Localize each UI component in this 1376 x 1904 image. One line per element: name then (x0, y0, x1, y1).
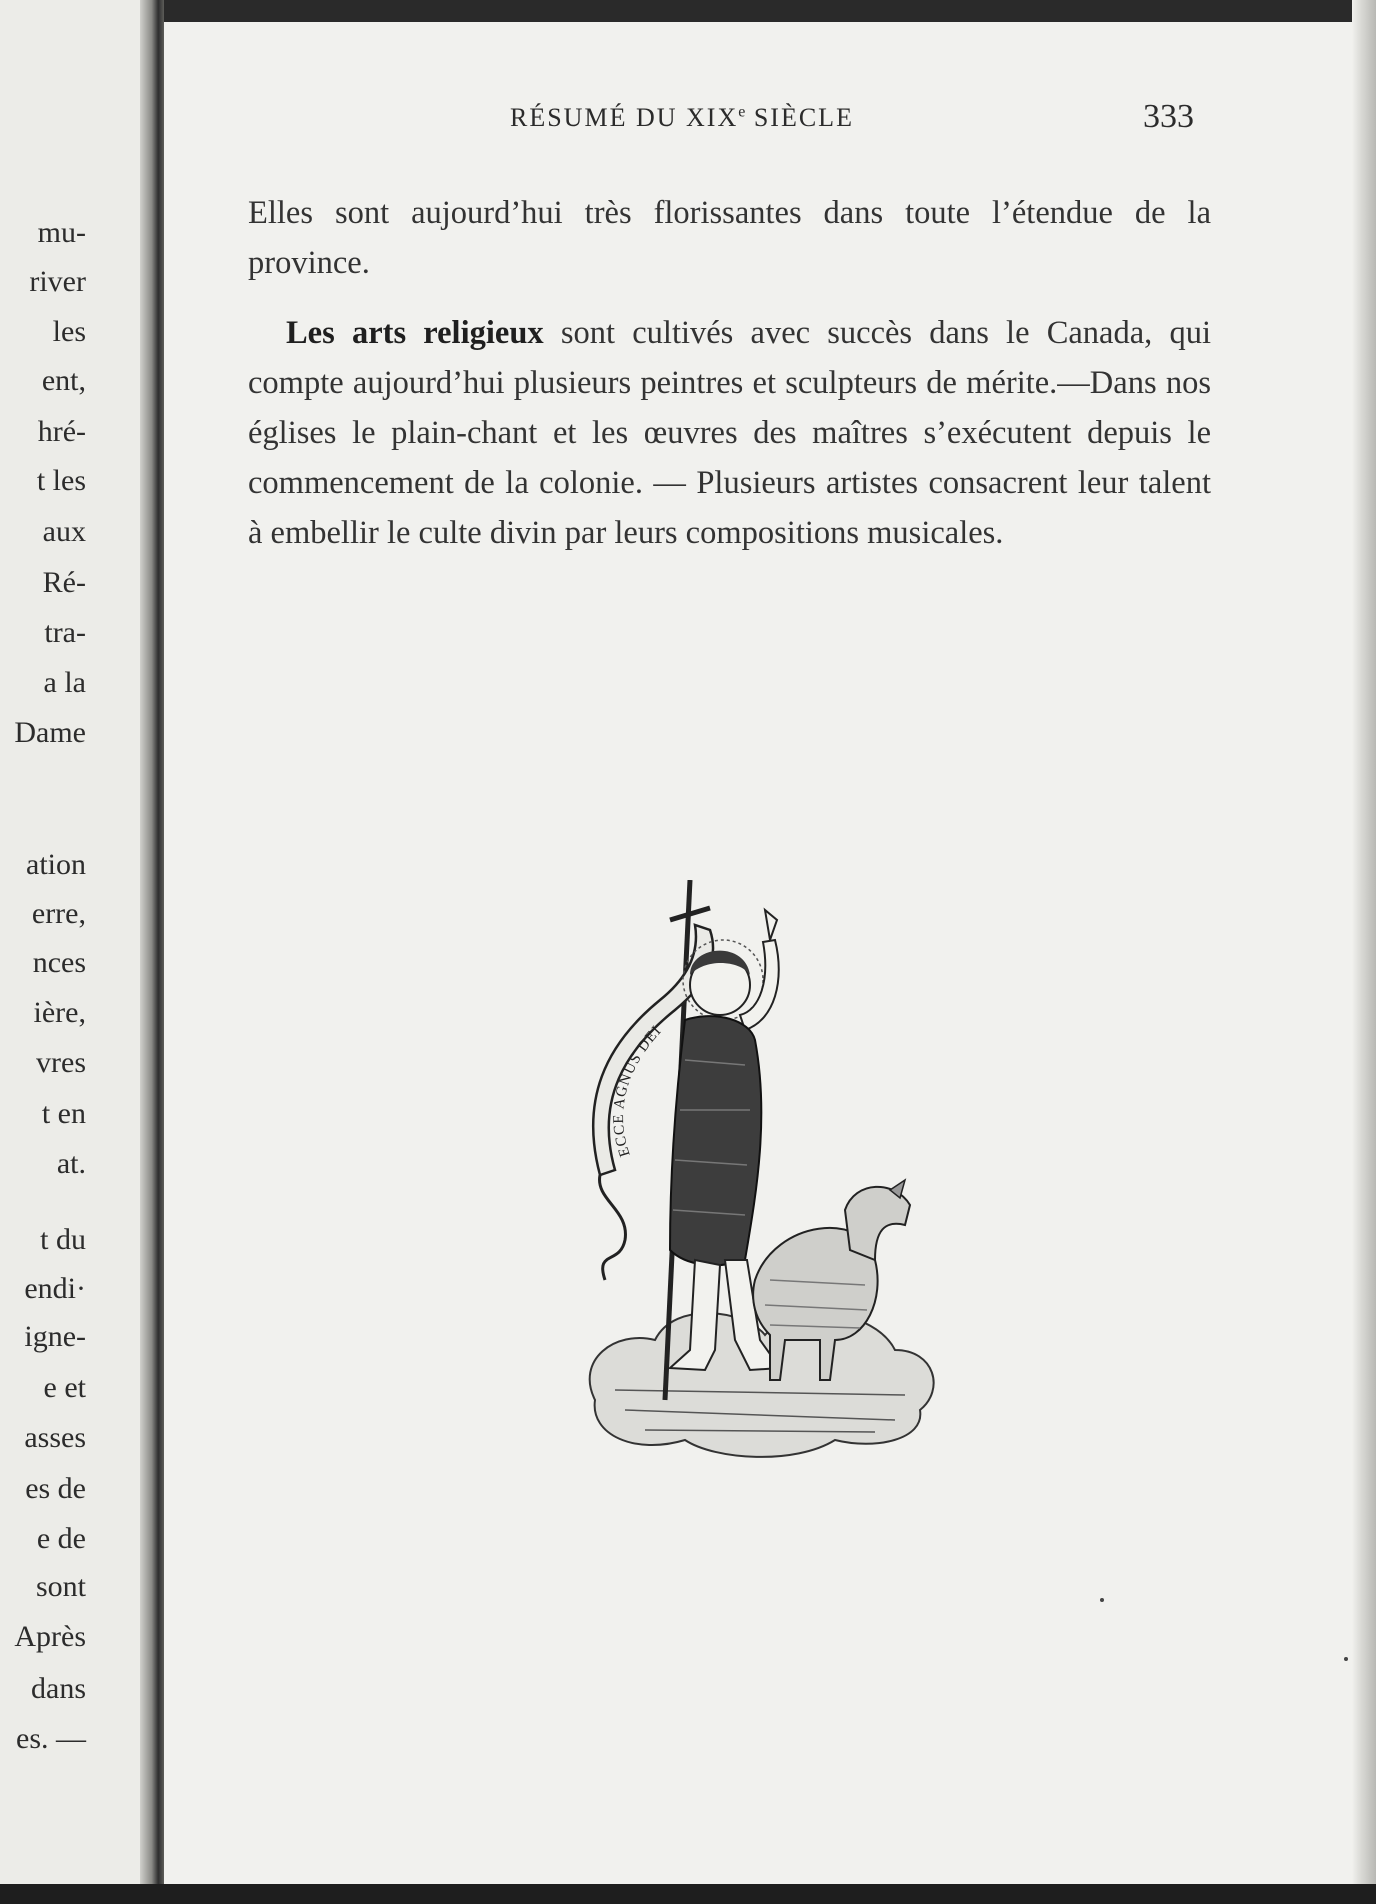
left-page-line: les (52, 315, 86, 348)
banner-inscription: ECCE AGNUS DEI (611, 1022, 666, 1159)
left-page-line: ière, (33, 996, 86, 1029)
running-head-title-end: SIÈCLE (745, 103, 854, 132)
page-edge (1352, 0, 1376, 1904)
left-page-line: Après (14, 1620, 86, 1653)
left-page-line: hré- (37, 415, 86, 448)
left-page-line: asses (24, 1421, 86, 1454)
left-page-line: t les (36, 464, 86, 497)
paragraph-1: Elles sont aujourd’hui très florissantes dans toute l’étendue de la province. (248, 195, 1211, 281)
page-number: 333 (1143, 98, 1194, 135)
left-page-line: endi· (24, 1272, 86, 1305)
left-facing-page (0, 0, 150, 1904)
left-page-line: Dame (14, 716, 86, 749)
running-head-superscript: e (738, 103, 746, 121)
paragraph-2 (248, 308, 1211, 558)
scan-bottom-border (0, 1884, 1376, 1904)
paragraph-2-text: sont cultivés avec succès dans le Canada, qui compte aujourd’hui plusieurs peintres et sculpteurs de mérite.—Dans nos églises le plain-chant et les œuvres des maîtres s’exécutent depuis le commencement de la colonie. — Plusieurs artistes consacrent leur talent à embellir le culte divin par leurs compositions musicales. (248, 315, 1211, 551)
book-gutter (140, 0, 166, 1904)
ink-speck (1344, 1657, 1348, 1661)
left-page-line: at. (56, 1147, 86, 1180)
left-page-line: sont (35, 1570, 86, 1603)
saint-john-lamb-engraving (575, 880, 945, 1500)
paragraph-2-lead: Les arts religieux (286, 315, 544, 351)
left-page-line: mu- (37, 216, 86, 249)
ink-speck (1100, 1598, 1104, 1602)
left-page-line: aux (42, 515, 86, 548)
left-page-line: nces (32, 946, 86, 979)
left-page-line: e et (43, 1371, 86, 1404)
left-page-line: tra- (44, 616, 86, 649)
left-page-line: river (29, 265, 86, 298)
cloud-base (590, 1313, 934, 1457)
left-page-line: e de (36, 1522, 86, 1555)
left-page-line: a la (43, 666, 86, 699)
left-page-line: ation (26, 848, 86, 881)
running-head-title: RÉSUMÉ DU XIX (510, 103, 739, 132)
left-page-line: Ré- (42, 566, 86, 599)
left-page-line: es. — (16, 1722, 86, 1755)
left-page-line: dans (31, 1672, 86, 1705)
left-page-line: igne- (24, 1320, 86, 1353)
running-head (510, 103, 854, 133)
left-page-line: erre, (31, 897, 86, 930)
left-page-line: ent, (41, 364, 86, 397)
left-page-line: t du (40, 1223, 86, 1256)
left-page-line: vres (36, 1046, 86, 1079)
left-page-line: es de (25, 1472, 86, 1505)
left-page-line: t en (41, 1097, 86, 1130)
scan-top-border (164, 0, 1376, 22)
